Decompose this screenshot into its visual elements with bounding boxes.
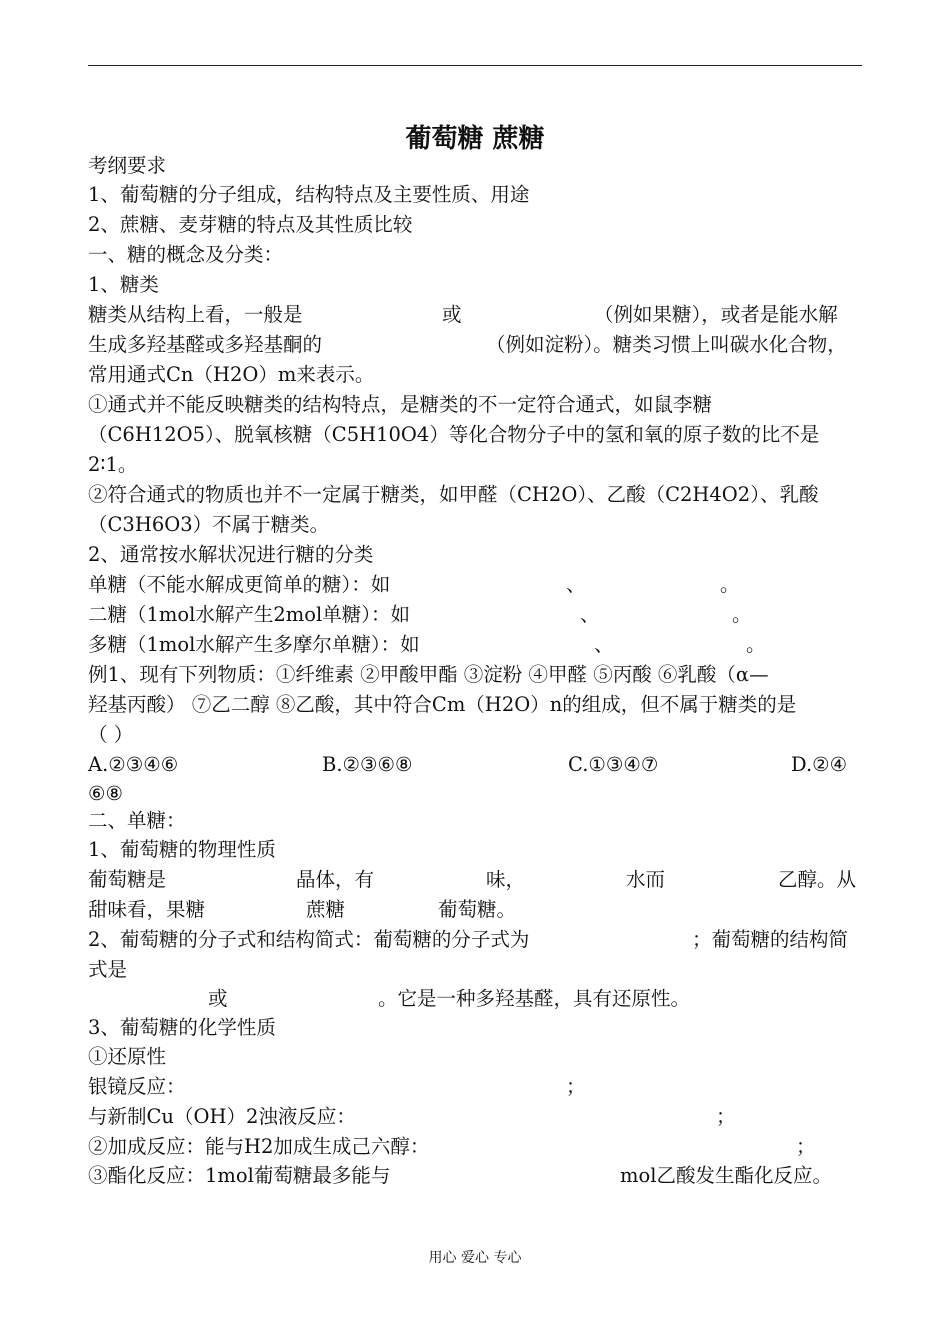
text: 单糖（不能水解成更简单的糖）：如: [88, 573, 391, 596]
page-footer: 用心 爱心 专心: [428, 1250, 522, 1266]
text: 或: [442, 303, 462, 326]
text: 晶体，有: [296, 868, 375, 891]
subheading-physical: 1、葡萄糖的物理性质: [88, 838, 276, 861]
note-1-cont: （C6H12O5）、脱氧核糖（C5H10O4）等化合物分子中的氢和氧的原子数的比不是: [88, 423, 820, 446]
text: ；: [796, 1135, 816, 1158]
option-d-cont: ⑥⑧: [88, 782, 123, 805]
text: 、: [566, 573, 586, 596]
option-a: A.②③④⑥: [88, 753, 179, 776]
text: 葡萄糖。: [438, 898, 517, 921]
section-heading-2: 二、单糖：: [88, 809, 186, 832]
section-heading-1: 一、糖的概念及分类：: [88, 243, 284, 266]
subheading-carbohydrates: 1、糖类: [88, 273, 159, 296]
option-c: C.①③④⑦: [568, 753, 659, 776]
text: 糖类从结构上看，一般是: [88, 303, 303, 326]
text: 。: [732, 603, 752, 626]
text: 二糖（1mol水解产生2mol单糖）：如: [88, 603, 410, 626]
line-structure-cont: 式是: [88, 958, 128, 981]
text: ③酯化反应：1mol葡萄糖最多能与: [88, 1164, 391, 1187]
text: 、: [594, 633, 614, 656]
example-1: 例1、现有下列物质：①纤维素 ②甲酸甲酯 ③淀粉 ④甲醛 ⑤丙酸 ⑥乳酸（α—: [88, 663, 769, 686]
text: 。: [720, 573, 740, 596]
text: 多糖（1mol水解产生多摩尔单糖）：如: [88, 633, 420, 656]
note-1-cont: 2∶1。: [88, 453, 138, 476]
text: 银镜反应：: [88, 1075, 186, 1098]
note-2: ②符合通式的物质也并不一定属于糖类，如甲醛（CH2O）、乙酸（C2H4O2）、乳酸: [88, 483, 819, 506]
text: ②加成反应：能与H2加成生成己六醇：: [88, 1135, 430, 1158]
note-1: ①通式并不能反映糖类的结构特点，是糖类的不一定符合通式，如鼠李糖: [88, 393, 713, 416]
text: 乙醇。从: [778, 868, 857, 891]
line-syllabus: 考纲要求: [88, 154, 167, 177]
text: 。它是一种多羟基醛，具有还原性。: [378, 987, 691, 1010]
text: （例如果糖），或者是能水解: [594, 303, 838, 326]
subheading-classification: 2、通常按水解状况进行糖的分类: [88, 543, 374, 566]
text: 、: [580, 603, 600, 626]
line-syllabus-2: 2、蔗糖、麦芽糖的特点及其性质比较: [88, 213, 413, 236]
example-1-cont: 羟基丙酸） ⑦乙二醇 ⑧乙酸，其中符合Cm（H2O）n的组成，但不属于糖类的是: [88, 693, 797, 716]
text: 蔗糖: [306, 898, 346, 921]
text: 甜味看，果糖: [88, 898, 206, 921]
text: ；: [566, 1075, 586, 1098]
subheading-chemical: 3、葡萄糖的化学性质: [88, 1016, 276, 1039]
text: 。: [746, 633, 766, 656]
text: 葡萄糖是: [88, 868, 167, 891]
text: 水而: [626, 868, 666, 891]
text: 2、葡萄糖的分子式和结构简式：葡萄糖的分子式为: [88, 928, 530, 951]
header-rule: [88, 65, 862, 66]
text: mol乙酸发生酯化反应。: [620, 1164, 832, 1187]
document-title: 葡萄糖 蔗糖: [405, 124, 545, 154]
text: 生成多羟基醛或多羟基酮的: [88, 333, 323, 356]
text: ；葡萄糖的结构简: [692, 928, 849, 951]
text: 与新制Cu（OH）2浊液反应：: [88, 1105, 356, 1128]
option-b: B.②③⑥⑧: [322, 753, 413, 776]
text: ；: [716, 1105, 736, 1128]
line-formula: 常用通式Cn（H2O）m来表示。: [88, 363, 375, 386]
option-d: D.②④: [791, 753, 848, 776]
note-2-cont: （C3H6O3）不属于糖类。: [88, 513, 330, 536]
text: 或: [208, 987, 228, 1010]
text: 味，: [486, 868, 526, 891]
text: （例如淀粉）。糖类习惯上叫碳水化合物，: [486, 333, 847, 356]
line-syllabus-1: 1、葡萄糖的分子组成，结构特点及主要性质、用途: [88, 183, 530, 206]
answer-blank: （ ）: [88, 723, 134, 746]
item-reducibility: ①还原性: [88, 1045, 167, 1068]
